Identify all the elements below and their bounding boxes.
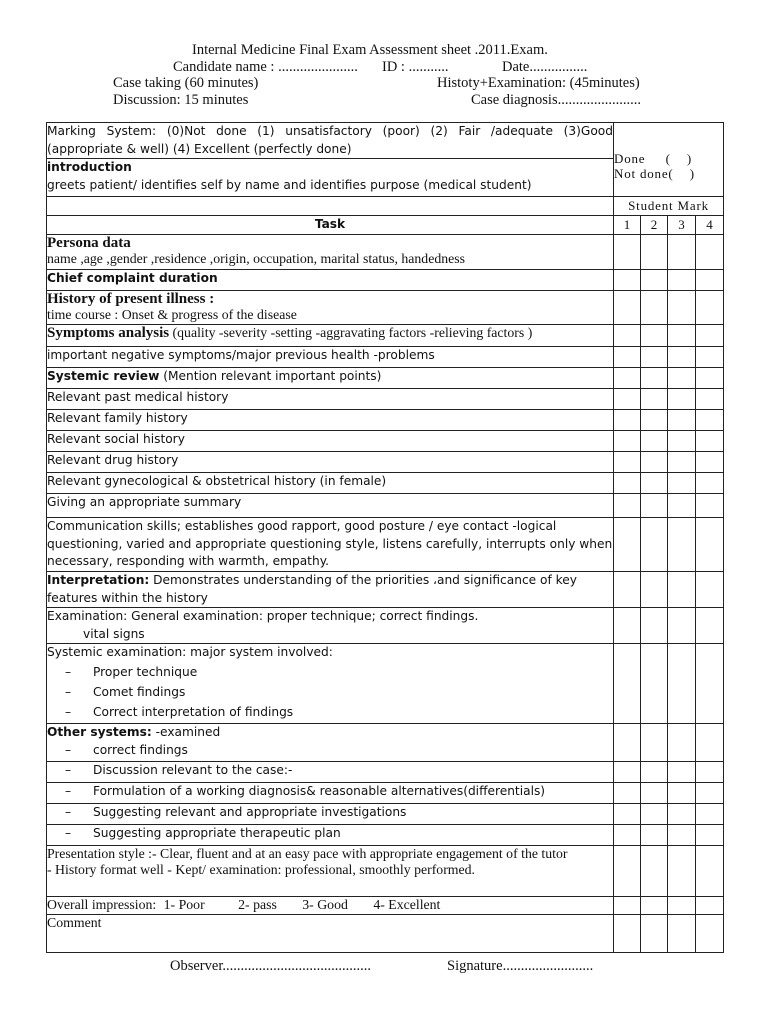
student-mark-header: Student Mark xyxy=(614,197,724,216)
gyne-history: Relevant gynecological & obstetrical history (in female) xyxy=(47,473,614,494)
observer-field: Observer......................................... xyxy=(170,958,371,974)
hpi-title: History of present illness : xyxy=(47,291,215,307)
task-row-hpi xyxy=(47,291,724,325)
communication: Communication skills; establishes good rapport, good posture / eye contact -logical questioning, varied and appropriate questioning style, listens carefully, interrupts only when necessary, responding with warmth, empathy. xyxy=(47,518,614,572)
task-row-social xyxy=(47,431,724,452)
task-row-persona xyxy=(47,235,724,270)
id-field: ID : ........... xyxy=(382,58,449,75)
other-item: – Formulation of a working diagnosis& reasonable alternatives(differentials) xyxy=(65,784,546,798)
score-4-header: 4 xyxy=(696,216,724,235)
task-row-other-item xyxy=(47,804,724,825)
task-row-important-negative xyxy=(47,347,724,368)
task-row-symptoms xyxy=(47,325,724,347)
introduction-title: introduction xyxy=(47,160,132,174)
sheet-header xyxy=(0,42,768,108)
persona-text: name ,age ,gender ,residence ,origin, occupation, marital status, handedness xyxy=(47,251,465,266)
task-row-exam-general xyxy=(47,608,724,644)
overall-option: 2- pass xyxy=(238,897,277,912)
other-item: – Suggesting relevant and appropriate investigations xyxy=(65,805,407,819)
task-row-chief-complaint xyxy=(47,270,724,291)
sheet-title: Internal Medicine Final Exam Assessment sheet .2011.Exam. xyxy=(192,42,548,58)
task-row-other-systems xyxy=(47,724,724,762)
other-item: – Suggesting appropriate therapeutic plan xyxy=(65,826,341,840)
sheet-footer xyxy=(0,958,768,976)
presentation-format: - History format well - Kept/ examination: professional, smoothly performed. xyxy=(47,862,475,877)
task-row-other-item xyxy=(47,762,724,783)
summary: Giving an appropriate summary xyxy=(47,494,614,518)
chief-complaint: Chief complaint duration xyxy=(47,270,614,291)
date-field: Date................ xyxy=(502,58,588,75)
task-header: Task xyxy=(47,216,614,235)
done-label: Done ( ) xyxy=(614,151,693,166)
task-row-interpretation xyxy=(47,572,724,608)
task-row-drug xyxy=(47,452,724,473)
done-box xyxy=(614,123,724,197)
task-row-other-item xyxy=(47,783,724,804)
other-item: – correct findings xyxy=(65,742,188,757)
important-negative: important negative symptoms/major previous health -problems xyxy=(47,347,614,368)
persona-title: Persona data xyxy=(47,235,131,251)
past-medical: Relevant past medical history xyxy=(47,389,614,410)
interpretation-text: Demonstrates understanding of the priorities ،and significance of key features within the history xyxy=(47,573,577,605)
task-row-family xyxy=(47,410,724,431)
task-row-systemic-exam xyxy=(47,644,724,724)
case-diagnosis-field: Case diagnosis....................... xyxy=(471,91,641,108)
discussion-time: Discussion: 15 minutes xyxy=(113,91,249,108)
systemic-review-text: (Mention relevant important points) xyxy=(159,369,382,383)
task-row-summary xyxy=(47,494,724,518)
not-done-label: Not done( ) xyxy=(614,166,695,181)
introduction-text: greets patient/ identifies self by name and identifies purpose (medical student) xyxy=(47,177,532,192)
marking-system-text: Marking System: (0)Not done (1) unsatisfactory (poor) (2) Fair /adequate (3)Good (appropriate & well) (4) Excellent (perfectly done) xyxy=(47,123,614,159)
family-history: Relevant family history xyxy=(47,410,614,431)
task-row-comment xyxy=(47,915,724,953)
vital-signs: vital signs xyxy=(83,626,145,641)
other-systems-text: -examined xyxy=(151,725,221,739)
symptoms-text: (quality -severity -setting -aggravating factors -relieving factors ) xyxy=(169,325,533,340)
marking-system-row xyxy=(47,123,724,159)
task-row-past-medical xyxy=(47,389,724,410)
history-exam-time: Histoty+Examination: (45minutes) xyxy=(437,75,640,91)
systemic-exam: Systemic examination: major system involved: xyxy=(47,645,333,659)
symptoms-title: Symptoms analysis xyxy=(47,325,170,341)
se-item: – Comet findings xyxy=(65,684,186,699)
hpi-text: time course : Onset & progress of the disease xyxy=(47,307,297,322)
interpretation-title: Interpretation: xyxy=(47,573,150,587)
score-2-header: 2 xyxy=(641,216,668,235)
task-row-overall xyxy=(47,897,724,915)
presentation-style: Presentation style :- Clear, fluent and at an easy pace with appropriate engagement of the tutor xyxy=(47,846,568,861)
overall-label: Overall impression: xyxy=(47,897,157,912)
other-item: – Discussion relevant to the case:- xyxy=(65,763,293,777)
case-taking-time: Case taking (60 minutes) xyxy=(113,75,259,91)
candidate-name-field: Candidate name : ...................... xyxy=(173,58,358,75)
signature-field: Signature......................... xyxy=(447,958,594,974)
se-item: – Proper technique xyxy=(65,664,198,679)
exam-general: Examination: General examination: proper technique; correct findings. xyxy=(47,609,479,623)
se-item: – Correct interpretation of findings xyxy=(65,704,294,719)
overall-option: 4- Excellent xyxy=(373,897,441,912)
social-history: Relevant social history xyxy=(47,431,614,452)
task-row-other-item xyxy=(47,825,724,846)
score-1-header: 1 xyxy=(614,216,641,235)
score-3-header: 3 xyxy=(668,216,696,235)
task-row-presentation xyxy=(47,846,724,897)
other-systems-title: Other systems: xyxy=(47,725,152,739)
drug-history: Relevant drug history xyxy=(47,452,614,473)
overall-option: 3- Good xyxy=(302,897,348,912)
assessment-table xyxy=(46,122,724,953)
task-row-systemic-review xyxy=(47,368,724,389)
comment-label: Comment xyxy=(47,915,614,953)
task-row-communication xyxy=(47,518,724,572)
task-row-gyne xyxy=(47,473,724,494)
systemic-review-title: Systemic review xyxy=(47,369,160,383)
overall-option: 1- Poor xyxy=(163,897,205,912)
task-header-row xyxy=(47,216,724,235)
